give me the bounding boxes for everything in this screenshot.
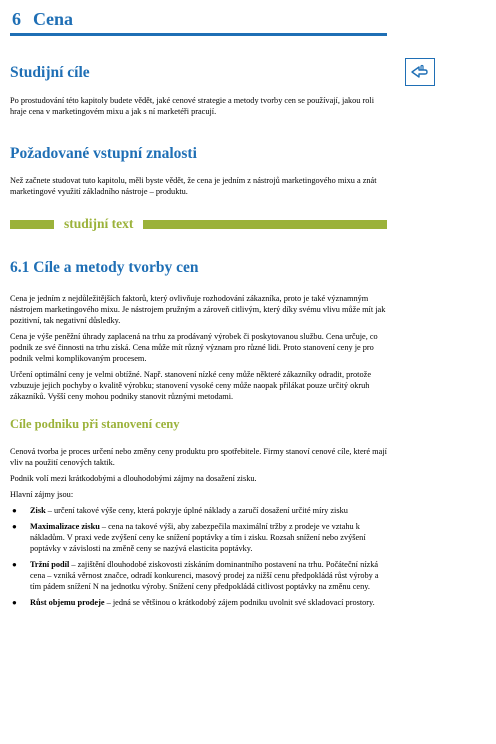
list-item-text: – určení takové výše ceny, která pokryje úplné náklady a zaručí dosažení určité míry zisku — [45, 506, 348, 515]
list-item — [10, 521, 387, 554]
heading-required-knowledge: Požadované vstupní znalosti — [10, 145, 197, 162]
list-item — [10, 597, 387, 608]
list-item-term: Tržní podíl — [30, 560, 70, 569]
bullet-icon: ● — [12, 522, 17, 531]
heading-firm-goals: Cíle podniku při stanovení ceny — [10, 417, 180, 431]
list-item-term: Maximalizace zisku — [30, 522, 100, 531]
list-item-text: – zajištění dlouhodobé ziskovosti získáním dominantního postavení na trhu. Počáteční nízká cena – vzniká věrnost značce, odradí konkurenci, masový prodej za nižší cenu předpokládá růst výroby a tím pádem snížení N na jednotku výroby. Snížení ceny předpokládá citlivost poptávky na změnu ceny. — [30, 560, 379, 591]
list-item-text: – cena na takové výši, aby zabezpečila maximální tržby z prodeje ve vztahu k nákladům. V praxi vede zvýšení ceny ke snížení poptávky a tím i zisku. Rozsah snížení nebo zvýšení poptávky v závislosti na změně ceny se nazývá elasticita poptávky. — [30, 522, 366, 553]
chapter-rule — [10, 33, 387, 36]
list-item-term: Zisk — [30, 506, 46, 515]
bullet-icon: ● — [12, 506, 17, 515]
pointing-hand-icon — [405, 58, 435, 86]
paragraph: Určení optimální ceny je velmi obtížné. Např. stanovení nízké ceny může některé zákazníky odradit, protože vzbuzuje jejich pochyby o kvalitě výrobku; stanovení vysoké ceny může naopak přilákat pouze určitý okruh zákazníků. Vyšší ceny mohou podniky stanovit různými metodami. — [10, 370, 372, 401]
list-item — [10, 559, 387, 592]
list-item — [10, 505, 387, 516]
paragraph: Cena je jedním z nejdůležitějších faktorů, který ovlivňuje rozhodování zákazníka, proto je také významným nástrojem marketingového mixu. Je nástrojem pružným a zároveň citlivým, který díky svému vlivu může mít jak pozitivní, tak negativní důsledky. — [10, 294, 386, 325]
heading-section-6-1: 6.1 Cíle a metody tvorby cen — [10, 259, 199, 276]
chapter-number: 6 — [12, 9, 21, 29]
band-label: studijní text — [64, 216, 134, 231]
band-bar-left — [10, 220, 54, 229]
paragraph: Hlavní zájmy jsou: — [10, 490, 74, 499]
paragraph: Cenová tvorba je proces určení nebo změny ceny produktu pro spotřebitele. Firmy stanoví cenové cíle, které mají vliv na použití cenových taktik. — [10, 447, 387, 467]
paragraph: Podnik volí mezi krátkodobými a dlouhodobými zájmy na dosažení zisku. — [10, 474, 257, 483]
bullet-icon: ● — [12, 560, 17, 569]
page — [10, 0, 387, 613]
main-interests-list — [10, 505, 387, 608]
list-item-term: Růst objemu prodeje — [30, 598, 105, 607]
required-knowledge-text: Než začnete studovat tuto kapitolu, měli byste vědět, že cena je jedním z nástrojů marketingového mixu a znát marketingové využití základního nástroje – produktu. — [10, 176, 377, 196]
bullet-icon: ● — [12, 598, 17, 607]
heading-study-goals: Studijní cíle — [10, 64, 90, 81]
study-goals-text: Po prostudování této kapitoly budete vědět, jaké cenové strategie a metody tvorby cen se používají, jakou roli hraje cena v marketingovém mixu a jak s ní marketéři pracují. — [10, 96, 375, 116]
list-item-text: – jedná se většinou o krátkodobý zájem podniku uvolnit své skladovací prostory. — [104, 598, 375, 607]
paragraph: Cena je výše peněžní úhrady zaplacená na trhu za prodávaný výrobek či poskytovanou službu. Cena určuje, co podnik ze své činnosti na trhu získá. Cena může mít různý význam pro různé lidi. Proto stanovení ceny je pro podnik velmi komplikovaným procesem. — [10, 332, 378, 363]
chapter-title — [10, 8, 387, 30]
study-text-band — [10, 217, 387, 231]
chapter-name: Cena — [33, 9, 73, 29]
band-bar-right — [143, 220, 387, 229]
